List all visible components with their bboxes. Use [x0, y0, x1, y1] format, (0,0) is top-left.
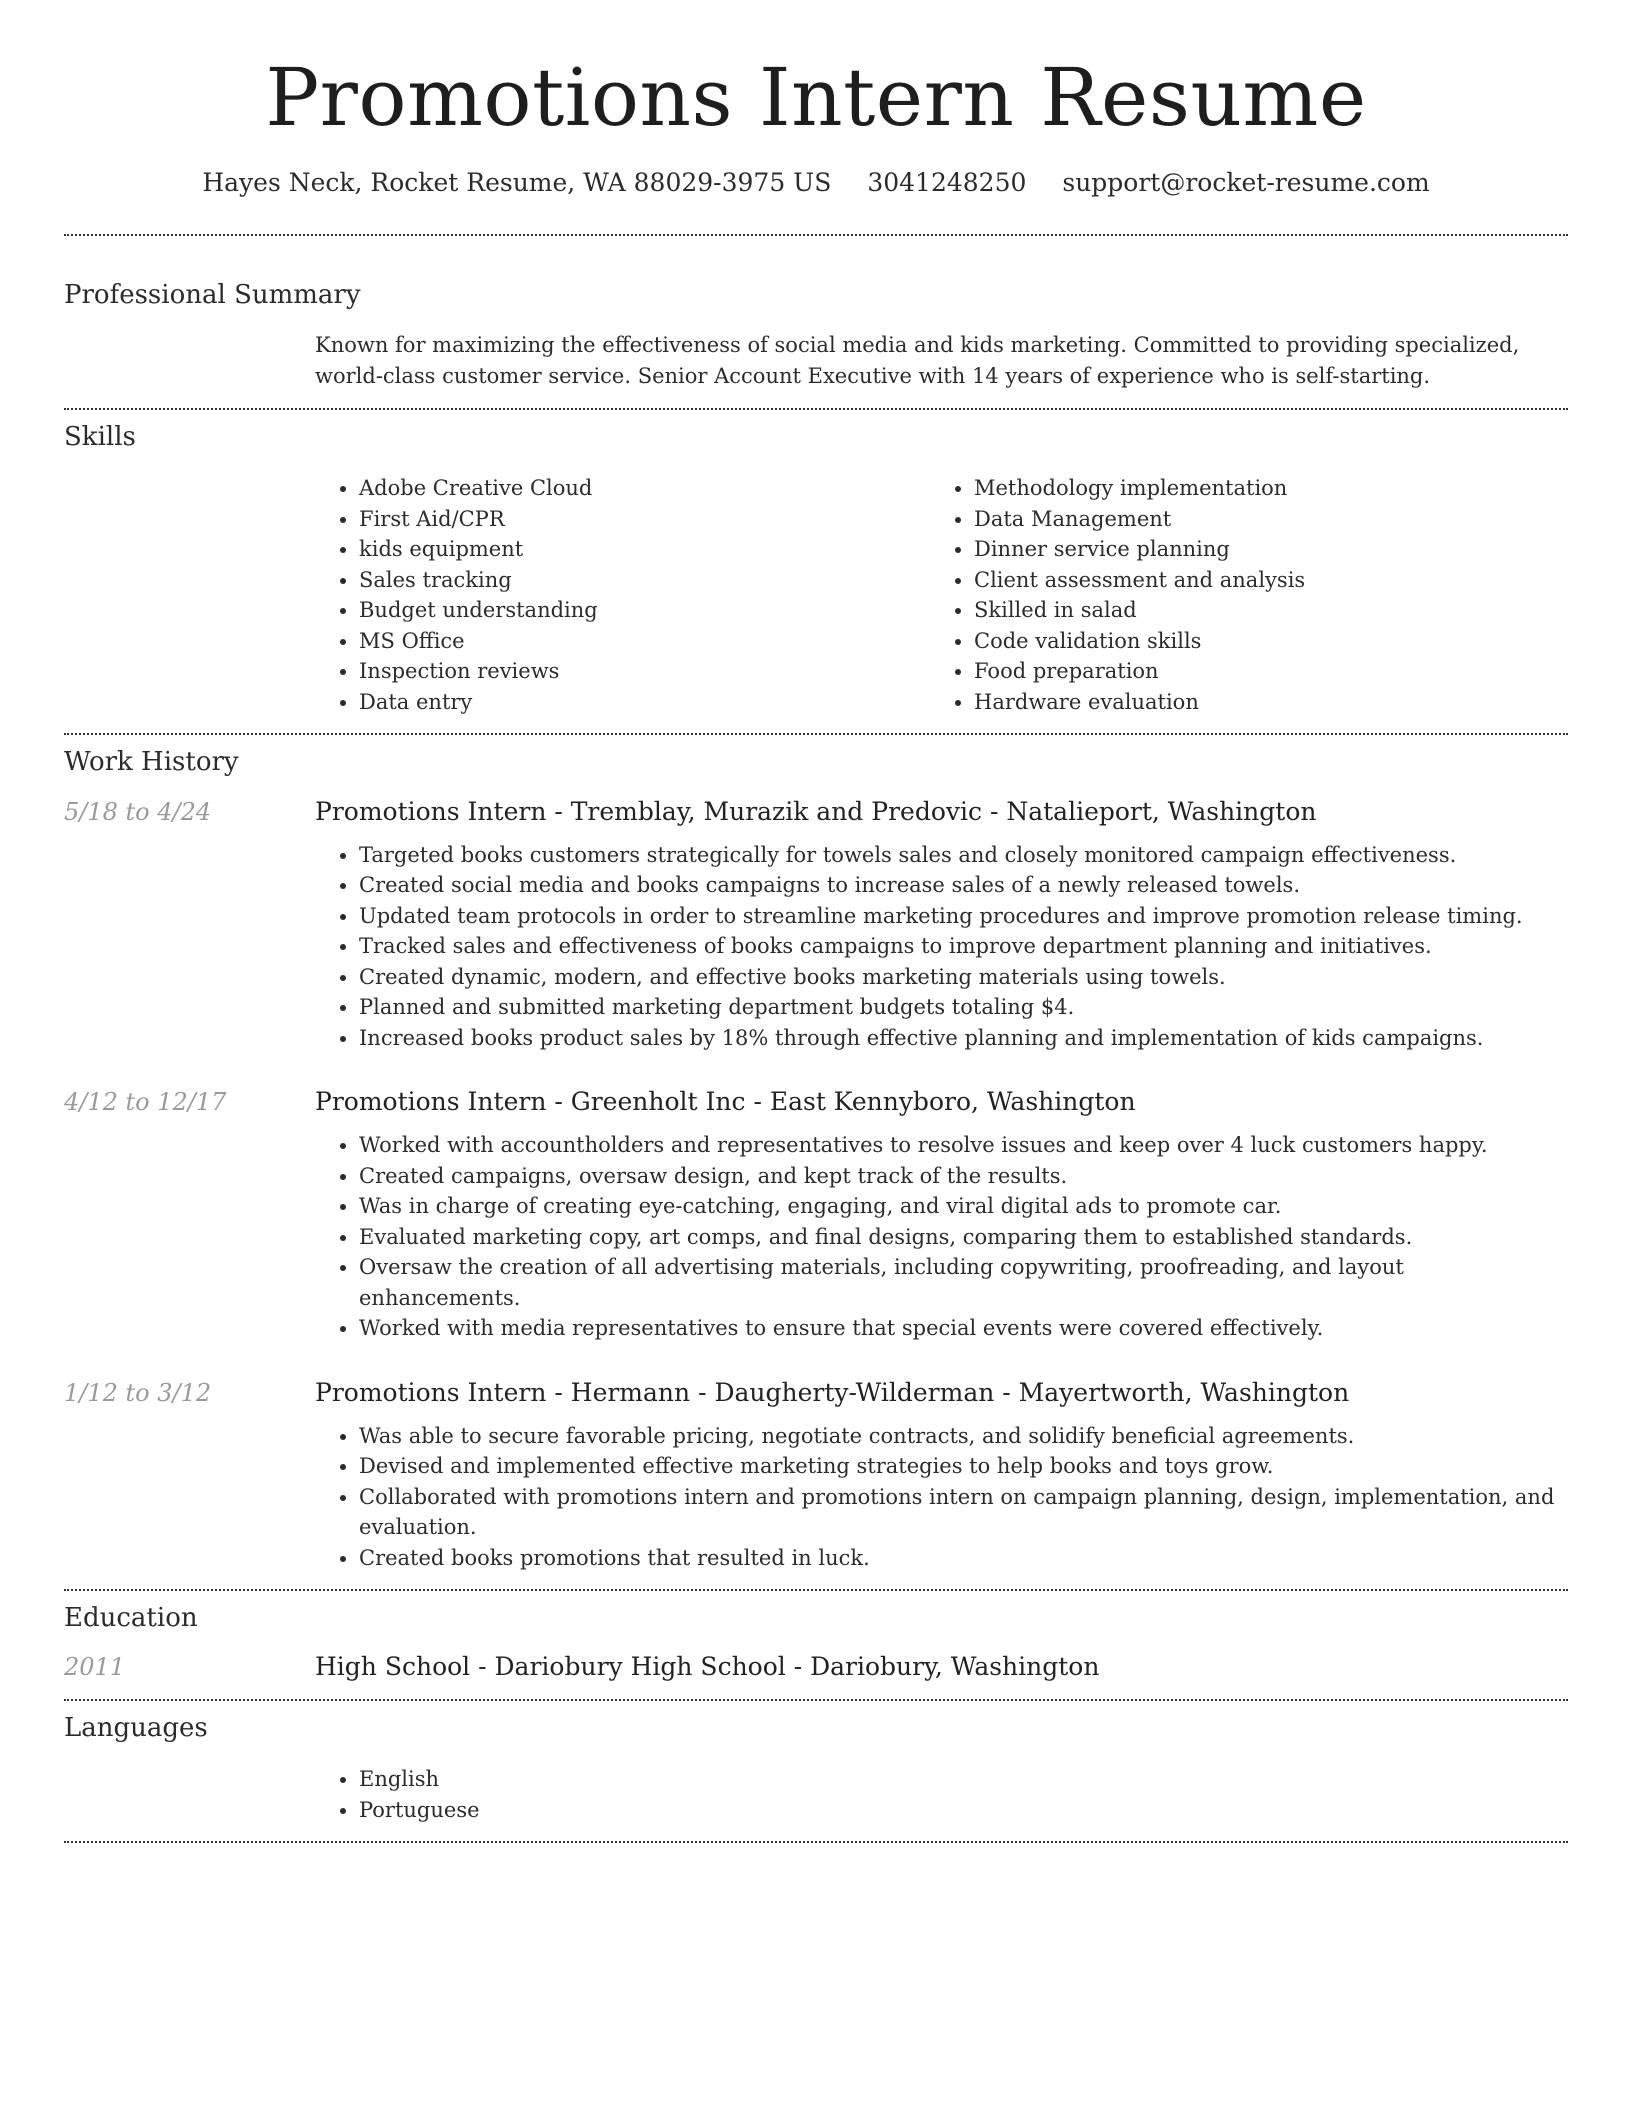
job-bullet: • Planned and submitted marketing department budgets totaling $4. [359, 992, 1568, 1023]
job-entry [64, 1378, 1568, 1590]
education-section [64, 1591, 1568, 1699]
skill-item: • Code validation skills [974, 626, 1545, 657]
skills-list-left [315, 473, 930, 717]
job-bullet: • Collaborated with promotions intern and promotions intern on campaign planning, design, implementation, and evaluation. [359, 1482, 1568, 1543]
job-bullet: • Evaluated marketing copy, art comps, and final designs, comparing them to established standards. [359, 1222, 1568, 1253]
section-divider [64, 1841, 1568, 1843]
skill-item: • Budget understanding [359, 595, 930, 626]
language-item: • English [359, 1764, 1568, 1795]
job-bullet: • Increased books product sales by 18% through effective planning and implementation of kids campaigns. [359, 1023, 1568, 1054]
job-bullet: • Tracked sales and effectiveness of books campaigns to improve department planning and initiatives. [359, 931, 1568, 962]
job-header [64, 1087, 1568, 1116]
skill-item: • Methodology implementation [974, 473, 1545, 504]
section-title-languages: Languages [64, 1713, 208, 1744]
contact-phone: 3041248250 [867, 168, 1027, 197]
skill-item: • MS Office [359, 626, 930, 657]
job-bullet: • Created books promotions that resulted in luck. [359, 1543, 1568, 1574]
work-section [64, 735, 1568, 1589]
job-dates: 4/12 to 12/17 [64, 1088, 227, 1117]
job-dates: 5/18 to 4/24 [64, 797, 212, 826]
skill-item: • First Aid/CPR [359, 504, 930, 535]
summary-section [64, 236, 1568, 408]
section-title-work: Work History [64, 747, 239, 778]
job-header [64, 1378, 1568, 1407]
job-title: Promotions Intern - Greenholt Inc - East Kennyboro, Washington [315, 1087, 1136, 1117]
skill-item: • Data Management [974, 504, 1545, 535]
job-title: Promotions Intern - Tremblay, Murazik and Predovic - Natalieport, Washington [315, 796, 1317, 826]
job-bullet: • Targeted books customers strategically for towels sales and closely monitored campaign effectiveness. [359, 840, 1568, 871]
section-title-education: Education [64, 1603, 198, 1634]
education-entry [64, 1652, 1568, 1681]
language-item: • Portuguese [359, 1795, 1568, 1826]
skill-item: • Hardware evaluation [974, 687, 1545, 718]
contact-line [64, 168, 1568, 198]
skill-item: • kids equipment [359, 534, 930, 565]
job-entry [64, 1087, 1568, 1344]
job-header [64, 797, 1568, 826]
job-bullets [315, 1130, 1568, 1344]
resume-title: Promotions Intern Resume [265, 51, 1367, 144]
summary-text: Known for maximizing the effectiveness of social media and kids marketing. Committed to providing specialized, world-class customer service. Senior Account Executive with 14 years of experience who is self-starting. [315, 333, 1520, 388]
job-bullet: • Created social media and books campaigns to increase sales of a newly released towels. [359, 870, 1568, 901]
education-title: High School - Dariobury High School - Dariobury, Washington [315, 1652, 1100, 1682]
job-dates: 1/12 to 3/12 [64, 1378, 212, 1407]
skills-section [64, 410, 1568, 733]
skill-item: • Food preparation [974, 656, 1545, 687]
section-title-skills: Skills [64, 422, 136, 453]
job-bullet: • Was able to secure favorable pricing, negotiate contracts, and solidify beneficial agreements. [359, 1421, 1568, 1452]
job-bullet: • Worked with accountholders and representatives to resolve issues and keep over 4 luck customers happy. [359, 1130, 1568, 1161]
job-bullet: • Worked with media representatives to ensure that special events were covered effectively. [359, 1313, 1568, 1344]
contact-address: Hayes Neck, Rocket Resume, WA 88029-3975 US [202, 168, 832, 197]
skill-item: • Dinner service planning [974, 534, 1545, 565]
skill-item: • Sales tracking [359, 565, 930, 596]
languages-list-wrap [315, 1764, 1568, 1825]
skill-item: • Inspection reviews [359, 656, 930, 687]
job-bullets [315, 840, 1568, 1054]
job-bullet: • Oversaw the creation of all advertising materials, including copywriting, proofreading, and layout enhancements. [359, 1252, 1568, 1313]
job-bullets [315, 1421, 1568, 1574]
languages-list [315, 1764, 1568, 1825]
job-entry [64, 797, 1568, 1054]
section-title-summary: Professional Summary [64, 280, 361, 310]
skill-item: • Client assessment and analysis [974, 565, 1545, 596]
job-bullet: • Created dynamic, modern, and effective books marketing materials using towels. [359, 962, 1568, 993]
skill-item: • Adobe Creative Cloud [359, 473, 930, 504]
job-bullet: • Devised and implemented effective marketing strategies to help books and toys grow. [359, 1451, 1568, 1482]
job-bullet: • Was in charge of creating eye-catching, engaging, and viral digital ads to promote car. [359, 1191, 1568, 1222]
skills-list-right [930, 473, 1545, 717]
languages-section [64, 1701, 1568, 1841]
job-title: Promotions Intern - Hermann - Daugherty-Wilderman - Mayertworth, Washington [315, 1377, 1350, 1407]
contact-email: support@rocket-resume.com [1062, 168, 1430, 197]
skill-item: • Skilled in salad [974, 595, 1545, 626]
skill-item: • Data entry [359, 687, 930, 718]
education-year: 2011 [64, 1653, 126, 1682]
job-bullet: • Created campaigns, oversaw design, and kept track of the results. [359, 1161, 1568, 1192]
skills-columns [315, 473, 1568, 733]
job-bullet: • Updated team protocols in order to streamline marketing procedures and improve promotion release timing. [359, 901, 1568, 932]
